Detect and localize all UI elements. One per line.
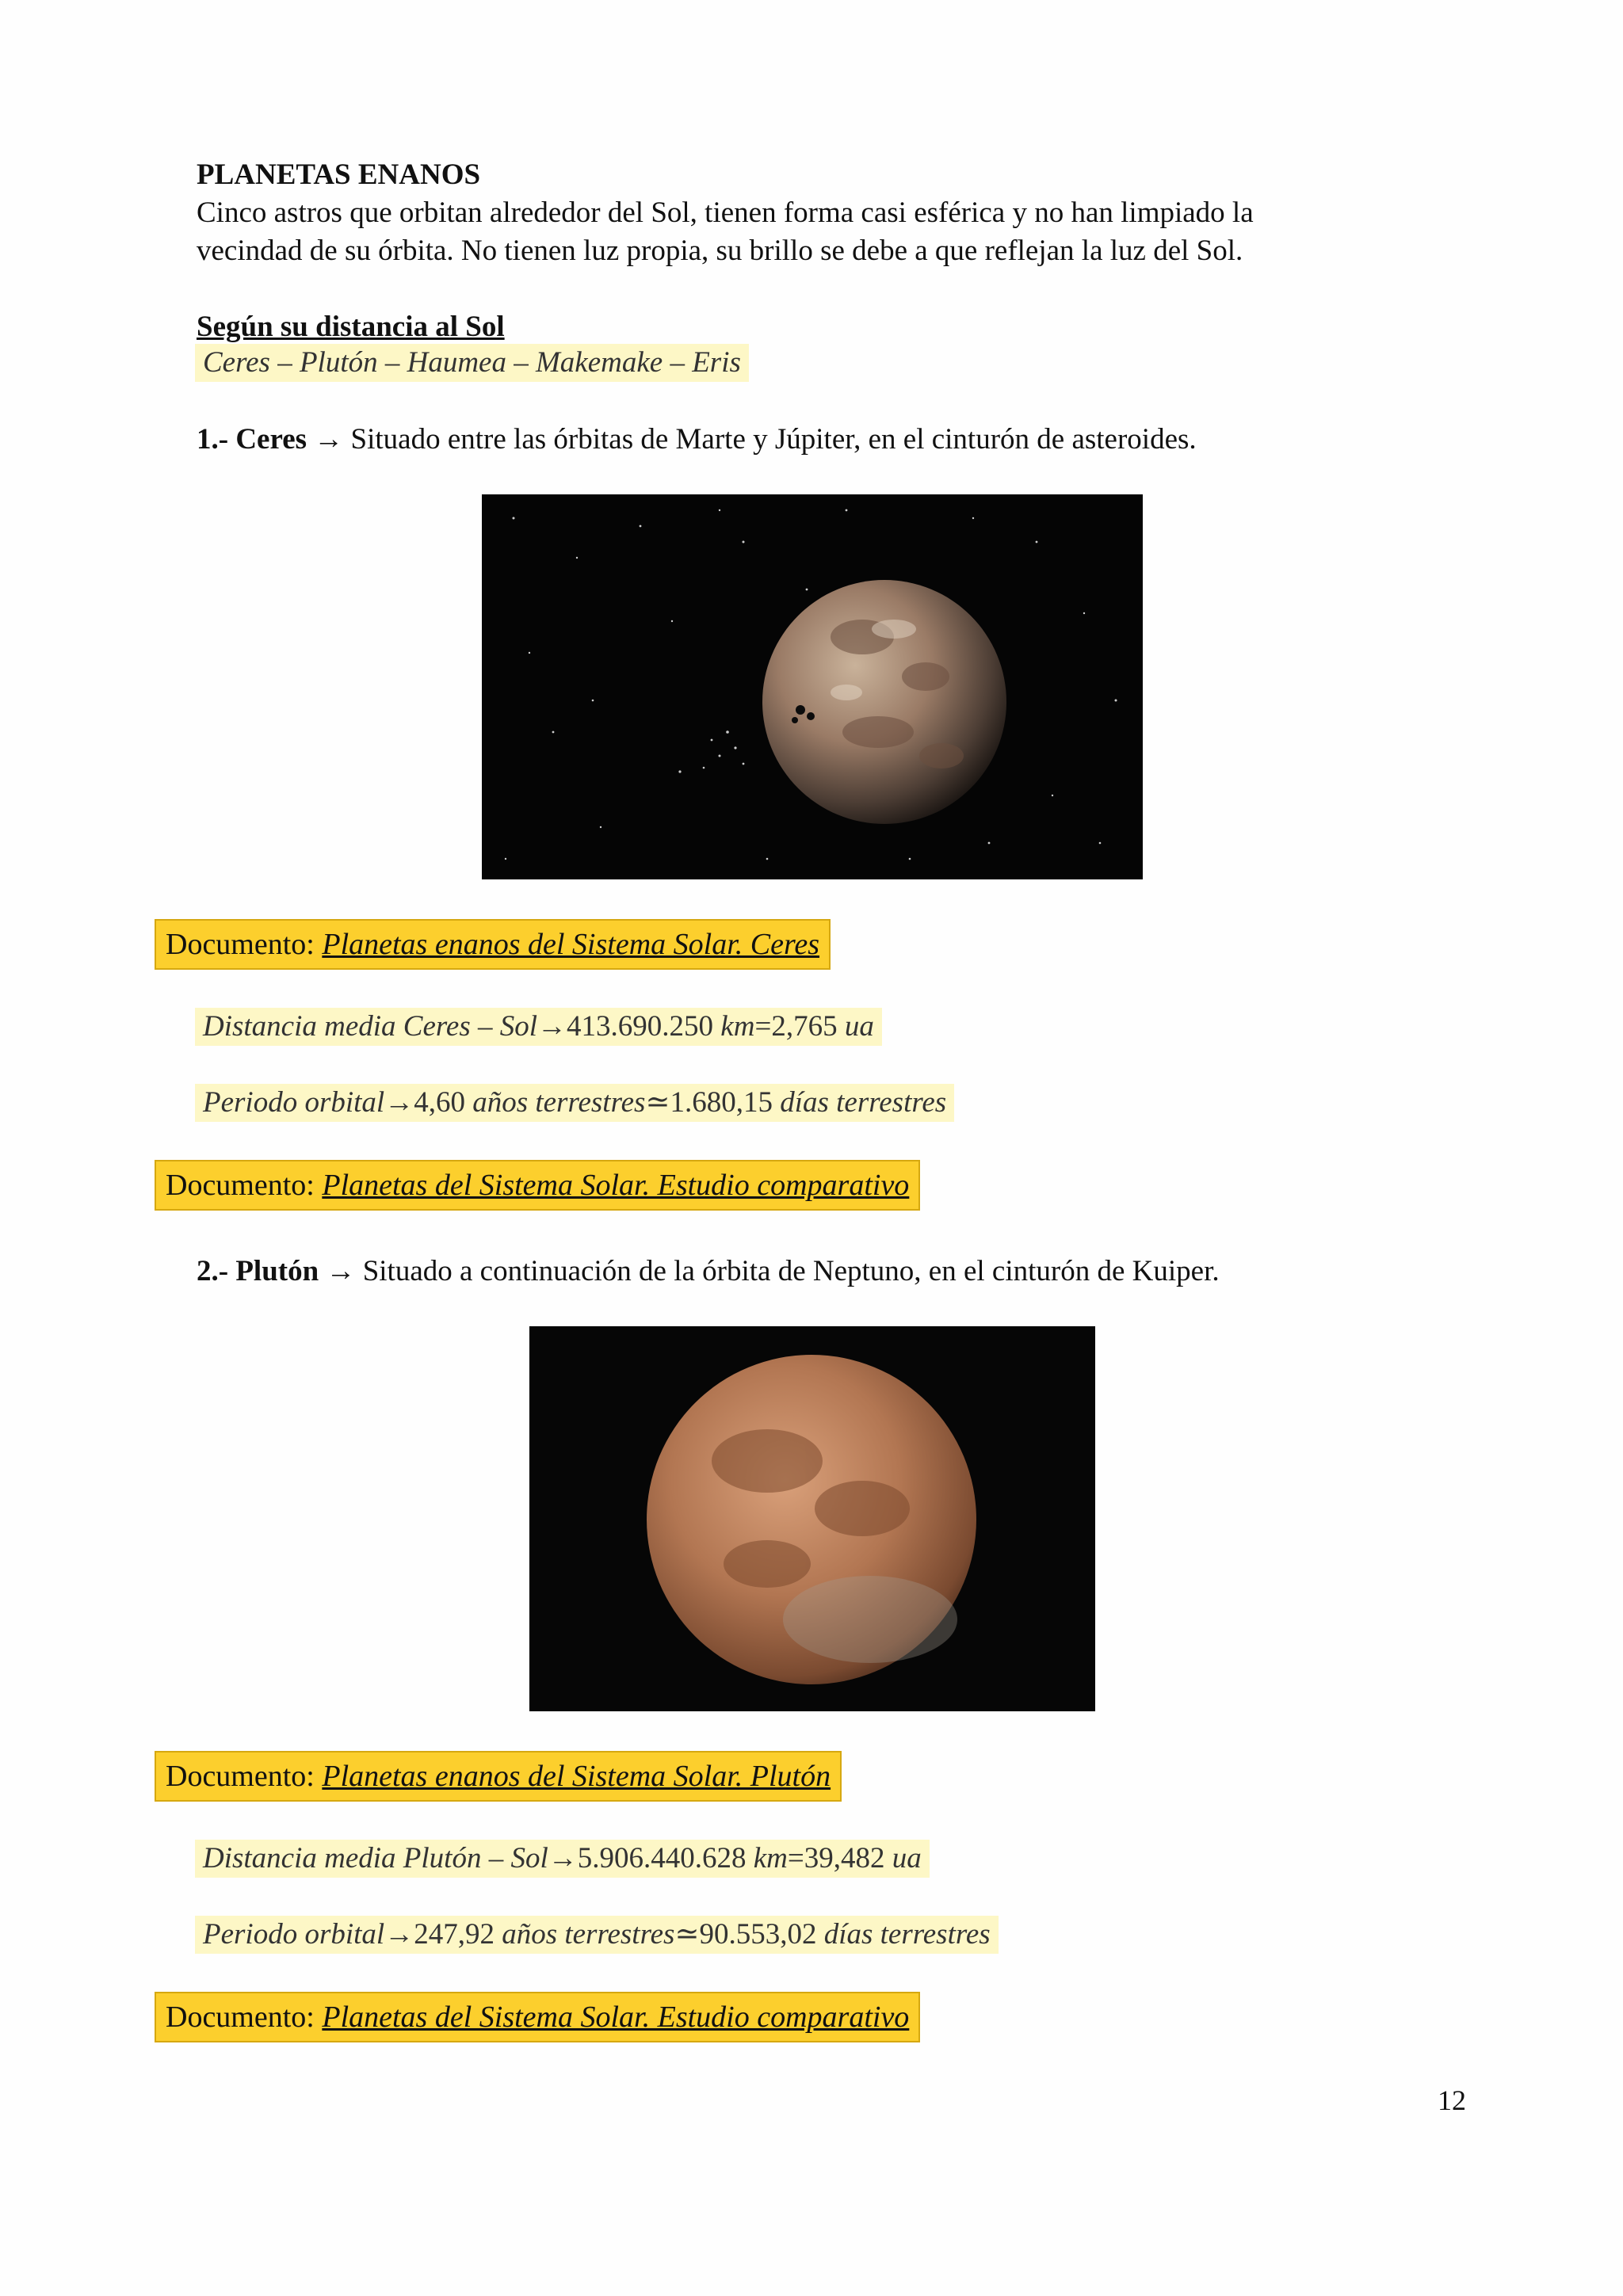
km-unit: km bbox=[720, 1010, 755, 1043]
document-link-text[interactable]: Planetas del Sistema Solar. Estudio comparativo bbox=[322, 2000, 910, 2034]
ceres-illustration bbox=[482, 494, 1143, 879]
arrow-icon: → bbox=[314, 423, 344, 456]
approx-sign: ≃ bbox=[645, 1086, 670, 1119]
ceres-period-formula bbox=[195, 1084, 954, 1122]
arrow-icon: → bbox=[326, 1255, 356, 1287]
ceres-document-link[interactable] bbox=[155, 919, 831, 970]
document-prefix: Documento: bbox=[166, 1169, 315, 1202]
km-unit: km bbox=[753, 1842, 788, 1875]
arrow-icon: → bbox=[537, 1010, 567, 1043]
document-prefix: Documento: bbox=[166, 2000, 315, 2034]
ua-unit: ua bbox=[844, 1010, 874, 1043]
document-link-text[interactable]: Planetas enanos del Sistema Solar. Plutón bbox=[322, 1760, 831, 1793]
pluton-illustration bbox=[529, 1326, 1095, 1711]
ceres-image bbox=[482, 494, 1143, 879]
order-title: Según su distancia al Sol bbox=[197, 311, 505, 343]
document-prefix: Documento: bbox=[166, 1760, 315, 1793]
pluton-heading bbox=[197, 1252, 1220, 1291]
distance-km: 413.690.250 bbox=[567, 1010, 714, 1043]
arrow-icon: → bbox=[384, 1918, 414, 1951]
period-years: 4,60 bbox=[414, 1086, 465, 1119]
intro-line-2: vecindad de su órbita. No tienen luz propia, su brillo se debe a que reflejan la luz del Sol. bbox=[197, 235, 1243, 267]
document-link-text[interactable]: Planetas del Sistema Solar. Estudio comparativo bbox=[322, 1169, 910, 1202]
ceres-distance-formula bbox=[195, 1008, 882, 1046]
pluton-description: Situado a continuación de la órbita de Neptuno, en el cinturón de Kuiper. bbox=[362, 1255, 1220, 1287]
pluton-distance-formula bbox=[195, 1840, 930, 1878]
pluton-period-formula bbox=[195, 1916, 999, 1954]
document-prefix: Documento: bbox=[166, 928, 315, 961]
page-number: 12 bbox=[1438, 2084, 1466, 2116]
period-label: Periodo orbital bbox=[203, 1086, 385, 1119]
pluton-label: 2.- Plutón bbox=[197, 1255, 319, 1287]
pluton-comparative-document-link[interactable] bbox=[155, 1992, 920, 2042]
period-label: Periodo orbital bbox=[203, 1918, 385, 1951]
document-link-text[interactable]: Planetas enanos del Sistema Solar. Ceres bbox=[322, 928, 820, 961]
distance-ua: 2,765 bbox=[771, 1010, 838, 1043]
arrow-icon: → bbox=[548, 1842, 578, 1875]
distance-label: Distancia media Ceres – Sol bbox=[203, 1010, 538, 1043]
approx-sign: ≃ bbox=[674, 1918, 700, 1951]
ceres-heading bbox=[197, 420, 1197, 460]
years-unit: años terrestres bbox=[472, 1086, 646, 1119]
arrow-icon: → bbox=[384, 1086, 414, 1119]
equals-sign: = bbox=[787, 1842, 804, 1875]
distance-ua: 39,482 bbox=[804, 1842, 885, 1875]
years-unit: años terrestres bbox=[502, 1918, 675, 1951]
days-unit: días terrestres bbox=[823, 1918, 991, 1951]
pluton-document-link[interactable] bbox=[155, 1751, 842, 1802]
ceres-description: Situado entre las órbitas de Marte y Júpiter, en el cinturón de asteroides. bbox=[350, 423, 1197, 456]
ceres-comparative-document-link[interactable] bbox=[155, 1160, 920, 1211]
distance-label: Distancia media Plutón – Sol bbox=[203, 1842, 548, 1875]
ceres-label: 1.- Ceres bbox=[197, 423, 307, 456]
period-years: 247,92 bbox=[414, 1918, 495, 1951]
ua-unit: ua bbox=[892, 1842, 922, 1875]
order-list: Ceres – Plutón – Haumea – Makemake – Eris bbox=[195, 344, 749, 382]
period-days: 90.553,02 bbox=[699, 1918, 817, 1951]
equals-sign: = bbox=[754, 1010, 772, 1043]
distance-km: 5.906.440.628 bbox=[577, 1842, 747, 1875]
period-days: 1.680,15 bbox=[670, 1086, 773, 1119]
page-heading: PLANETAS ENANOS bbox=[197, 158, 481, 191]
intro-line-1: Cinco astros que orbitan alrededor del Sol, tienen forma casi esférica y no han limpiado la bbox=[197, 196, 1254, 229]
days-unit: días terrestres bbox=[780, 1086, 947, 1119]
pluton-image bbox=[529, 1326, 1095, 1711]
